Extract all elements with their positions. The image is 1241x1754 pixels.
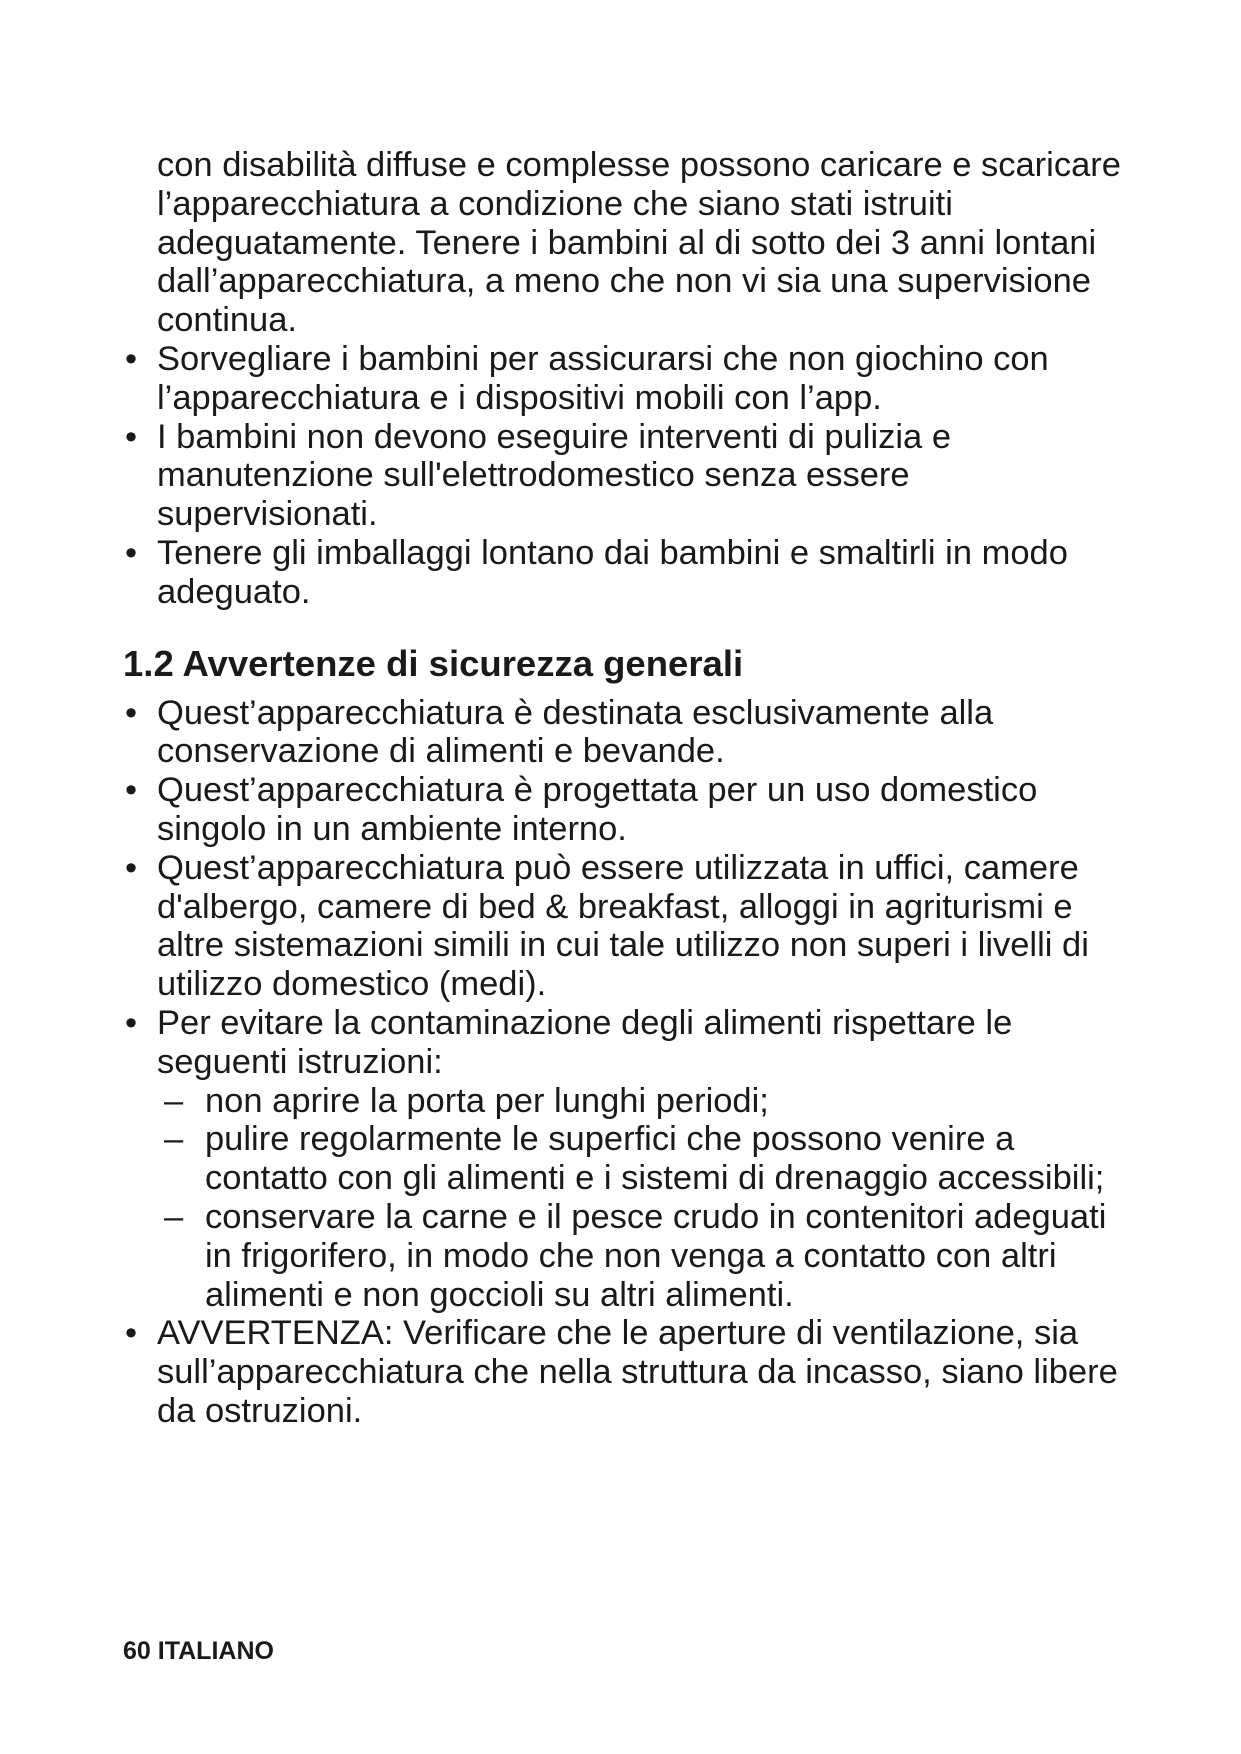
- bullet-icon: •: [125, 339, 138, 378]
- sub-list-item-text: non aprire la porta per lunghi periodi;: [205, 1081, 769, 1120]
- dash-icon: –: [164, 1120, 184, 1159]
- bullet-icon: •: [125, 848, 138, 887]
- list-item-text: Quest’apparecchiatura è progettata per un uso domestico singolo in un ambiente interno.: [157, 771, 1038, 848]
- sub-list-item: [164, 1082, 1133, 1121]
- page-footer-label: 60 ITALIANO: [123, 1637, 274, 1665]
- list-item: [123, 1314, 1133, 1430]
- list-item-text: Quest’apparecchiatura può essere utilizzata in uffici, camere d'albergo, camere di bed & breakfast, alloggi in agriturismi e altre sistemazioni simili in cui tale utilizzo non superi i livelli di utilizzo domestico (medi).: [157, 848, 1089, 1004]
- bullet-icon: •: [125, 1003, 138, 1042]
- sub-list-item: [164, 1198, 1133, 1314]
- bullet-icon: •: [125, 417, 138, 456]
- list-item-text: Per evitare la contaminazione degli alimenti rispettare le seguenti istruzioni:: [157, 1003, 1013, 1081]
- list-item: [123, 340, 1133, 418]
- sub-list-item: [164, 1120, 1133, 1198]
- list-item-text: I bambini non devono eseguire interventi di pulizia e manutenzione sull'elettrodomestico senza essere supervisionati.: [157, 417, 952, 534]
- children-safety-list: [123, 340, 1133, 612]
- page-content: [123, 146, 1133, 1431]
- bullet-icon: •: [125, 1314, 138, 1353]
- list-item-text: Sorvegliare i bambini per assicurarsi che non giochino con l’apparecchiatura e i dispositivi mobili con l’app.: [157, 339, 1049, 417]
- list-item: [123, 849, 1133, 1004]
- bullet-icon: •: [125, 771, 138, 810]
- list-item: [123, 534, 1133, 612]
- list-item: [123, 694, 1133, 772]
- list-item: [123, 1004, 1133, 1314]
- list-item: [123, 418, 1133, 534]
- list-item: [123, 771, 1133, 849]
- list-item-text: Tenere gli imballaggi lontano dai bambini e smaltirli in modo adeguato.: [157, 533, 1068, 611]
- bullet-icon: •: [125, 533, 138, 572]
- dash-icon: –: [164, 1197, 184, 1236]
- continued-paragraph: con disabilità diffuse e complesse possono caricare e scaricare l’apparecchiatura a condizione che siano stati istruiti adeguatamente. Tenere i bambini al di sotto dei 3 anni lontani dall’apparecchiatura, a meno che non vi sia una supervisione continua.: [157, 146, 1121, 340]
- dash-icon: –: [164, 1081, 184, 1120]
- section-heading: 1.2 Avvertenze di sicurezza generali: [123, 642, 744, 684]
- sub-list-item-text: conservare la carne e il pesce crudo in contenitori adeguati in frigorifero, in modo che non venga a contatto con altri alimenti e non goccioli su altri alimenti.: [205, 1197, 1107, 1314]
- bullet-icon: •: [125, 693, 138, 732]
- list-item-text: AVVERTENZA: Verificare che le aperture di ventilazione, sia sull’apparecchiatura che nella struttura da incasso, siano libere da ostruzioni.: [157, 1314, 1118, 1430]
- general-safety-list: [123, 694, 1133, 1431]
- sub-list-item-text: pulire regolarmente le superfici che possono venire a contatto con gli alimenti e i sistemi di drenaggio accessibili;: [205, 1120, 1105, 1198]
- list-item-text: Quest’apparecchiatura è destinata esclusivamente alla conservazione di alimenti e bevande.: [157, 693, 994, 771]
- contamination-sublist: [157, 1082, 1133, 1315]
